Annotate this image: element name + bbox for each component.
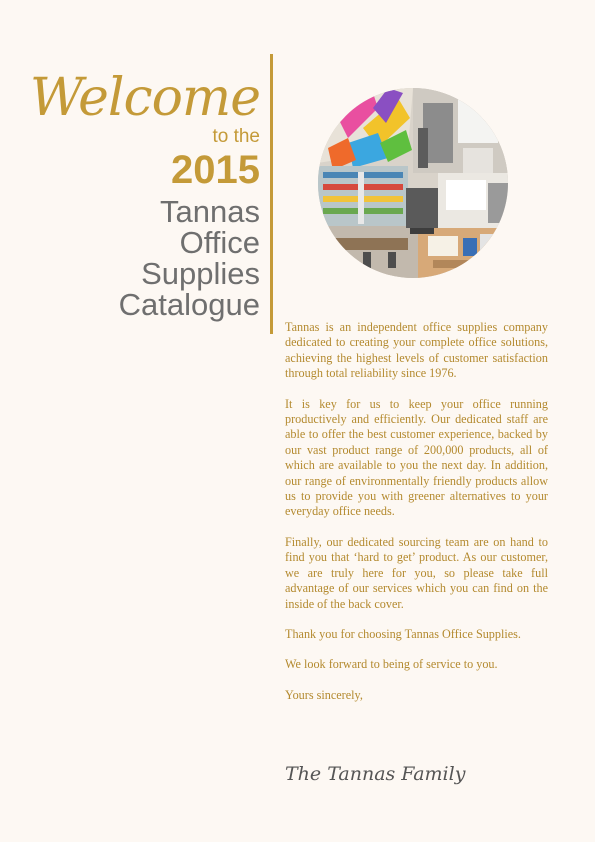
catalogue-year: 2015	[171, 148, 260, 192]
catalogue-title	[20, 196, 260, 320]
title-block	[20, 68, 260, 322]
letter-closing: Yours sincerely,	[285, 687, 363, 702]
letter-paragraph: Finally, our dedicated sourcing team are on hand to find you that ‘hard to get’ product. As our customer, we are truly here for you, so please take full advantage of our services which you can find on the inside of the back cover.	[285, 534, 548, 611]
welcome-letter	[285, 320, 548, 718]
gold-divider	[270, 54, 273, 334]
title-line: Supplies	[141, 256, 260, 291]
to-the-text: to the	[212, 126, 260, 147]
title-line: Tannas	[160, 194, 260, 229]
welcome-heading: Welcome	[29, 68, 260, 128]
letter-paragraph: We look forward to being of service to you.	[285, 657, 498, 672]
letter-paragraph: Tannas is an independent office supplies company dedicated to creating your complete office solutions, achieving the highest levels of customer satisfaction through total reliability since 1976.	[285, 320, 548, 381]
title-line: Office	[179, 225, 260, 260]
office-collage-image	[318, 88, 508, 278]
title-line: Catalogue	[118, 287, 260, 322]
letter-paragraph: Thank you for choosing Tannas Office Supplies.	[285, 626, 521, 641]
letter-paragraph: It is key for us to keep your office running productively and efficiently. Our dedicated staff are able to offer the best customer experience, backed by our vast product range of 200,000 products, all of which are available to you the next day. In addition, our range of environmentally friendly products allow us to provide you with greener alternatives to your everyday office needs.	[285, 396, 548, 519]
signature: The Tannas Family	[285, 763, 466, 785]
